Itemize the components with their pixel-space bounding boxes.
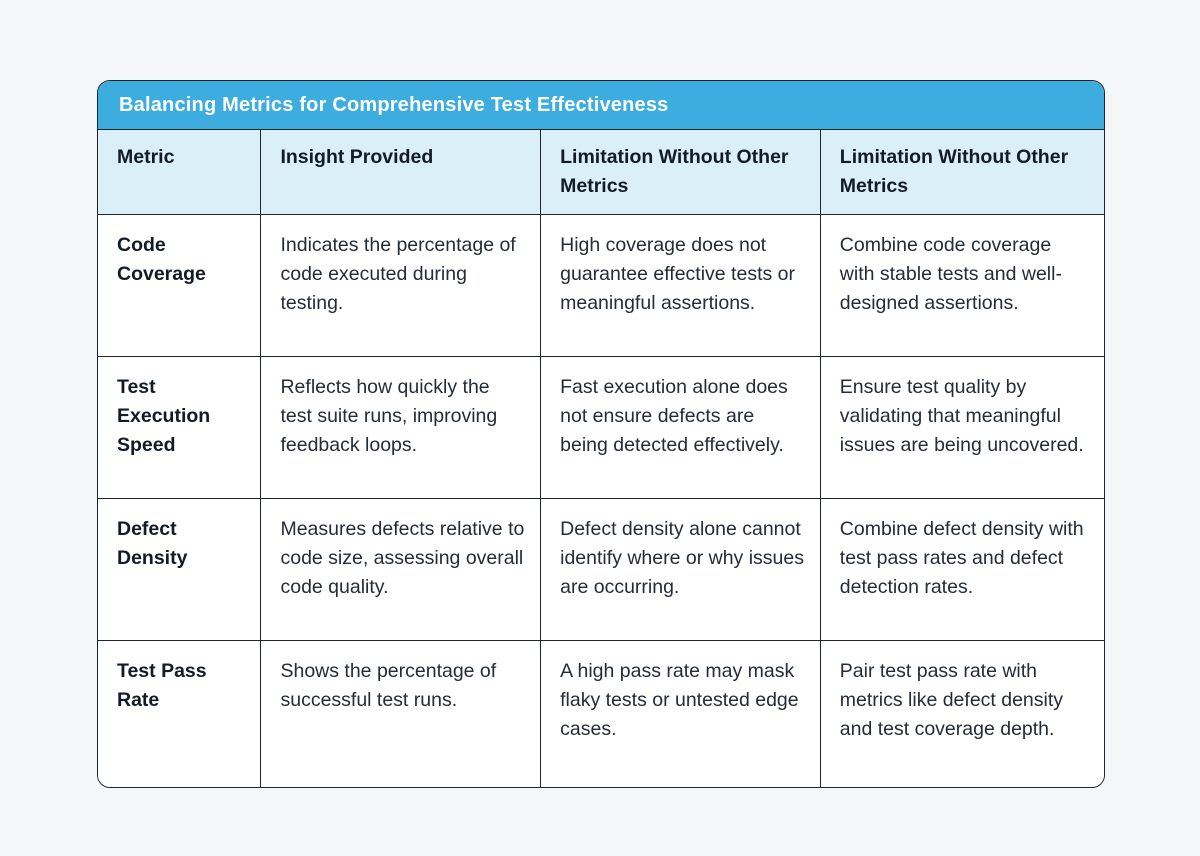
- table-row-code-coverage: [98, 215, 1104, 357]
- table-title-bar: [98, 81, 1104, 130]
- cell-insight: Reflects how quickly the test suite runs, improving feedback loops.: [261, 357, 541, 499]
- table-row-test-execution-speed: [98, 357, 1104, 499]
- cell-insight: Measures defects relative to code size, assessing overall code quality.: [261, 499, 541, 641]
- metrics-table: [98, 130, 1104, 787]
- cell-metric: Test Pass Rate: [98, 641, 261, 787]
- cell-metric: Test Execution Speed: [98, 357, 261, 499]
- column-header-insight: Insight Provided: [261, 130, 541, 215]
- metrics-table-card: [97, 80, 1105, 788]
- cell-mitigation: Combine code coverage with stable tests and well-designed assertions.: [820, 215, 1104, 357]
- cell-insight: Shows the percentage of successful test runs.: [261, 641, 541, 787]
- cell-metric: Defect Density: [98, 499, 261, 641]
- header-row: [98, 130, 1104, 215]
- cell-limitation: Defect density alone cannot identify where or why issues are occurring.: [541, 499, 821, 641]
- column-header-metric: Metric: [98, 130, 261, 215]
- table-row-defect-density: [98, 499, 1104, 641]
- column-header-limitation: Limitation Without Other Metrics: [541, 130, 821, 215]
- table-title: Balancing Metrics for Comprehensive Test Effectiveness: [119, 93, 669, 116]
- cell-mitigation: Pair test pass rate with metrics like defect density and test coverage depth.: [820, 641, 1104, 787]
- cell-mitigation: Combine defect density with test pass rates and defect detection rates.: [820, 499, 1104, 641]
- cell-limitation: Fast execution alone does not ensure defects are being detected effectively.: [541, 357, 821, 499]
- cell-mitigation: Ensure test quality by validating that meaningful issues are being uncovered.: [820, 357, 1104, 499]
- cell-limitation: High coverage does not guarantee effective tests or meaningful assertions.: [541, 215, 821, 357]
- cell-metric: Code Coverage: [98, 215, 261, 357]
- cell-insight: Indicates the percentage of code executed during testing.: [261, 215, 541, 357]
- column-header-limitation-2: Limitation Without Other Metrics: [820, 130, 1104, 215]
- table-row-test-pass-rate: [98, 641, 1104, 787]
- cell-limitation: A high pass rate may mask flaky tests or untested edge cases.: [541, 641, 821, 787]
